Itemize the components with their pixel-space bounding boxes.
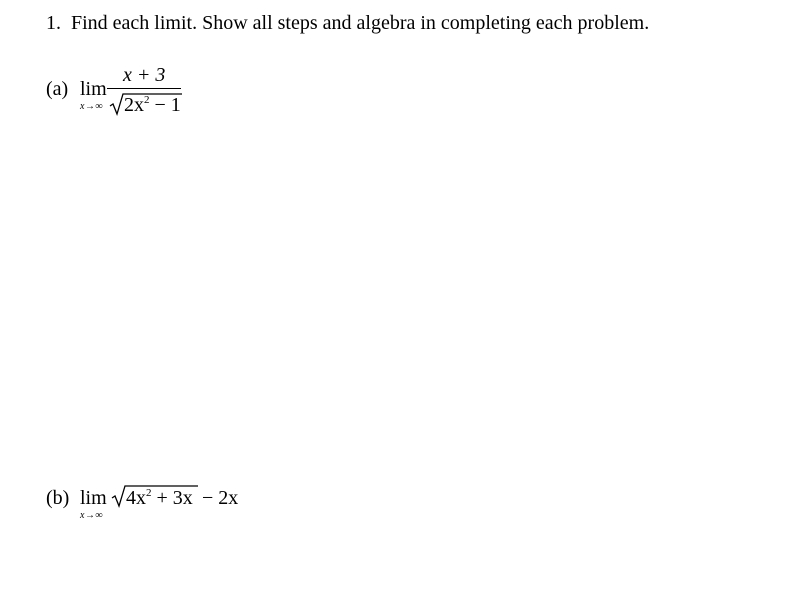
part-a-radicand-tail: − 1 [154,94,181,116]
part-b-radicand-tail: + 3x [156,487,193,509]
part-a-denominator [124,94,181,117]
question-heading [46,12,649,35]
part-b-radicand-base: 4x [126,487,146,509]
part-a-lim: lim [80,78,107,100]
question-number: 1. [46,12,61,34]
part-b-radicand [126,487,193,510]
part-a-numerator: x + 3 [123,64,166,86]
part-a-radicand-exponent: 2 [144,94,150,106]
question-instruction: Find each limit. Show all steps and algebra in completing each problem. [71,12,650,34]
part-b-lim: lim [80,487,107,509]
part-b-radicand-exponent: 2 [146,487,152,499]
part-b-label: (b) [46,487,70,509]
part-a-radicand-base: 2x [124,94,144,116]
part-b-tail: − 2x [202,487,239,509]
part-a-label: (a) [46,78,69,100]
part-a-lim-subscript: x→∞ [80,101,104,112]
part-a-fraction-bar [107,88,181,89]
part-b-lim-subscript: x→∞ [80,510,104,521]
